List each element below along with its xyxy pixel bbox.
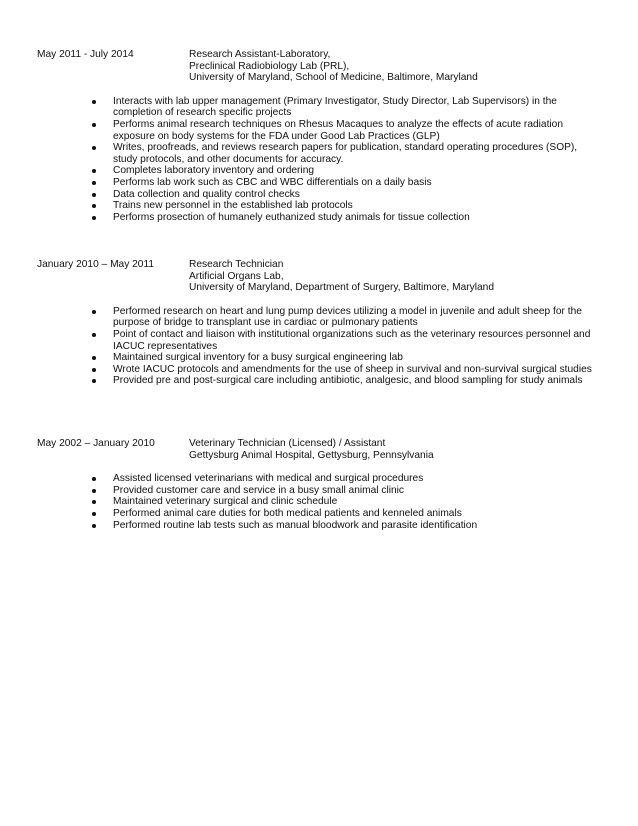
experience-entry: [37, 438, 617, 531]
duty-item: [90, 119, 602, 142]
bullet-icon: [92, 193, 96, 197]
duty-item: [90, 189, 602, 201]
bullet-icon: [92, 368, 96, 372]
entry-header: [37, 259, 617, 294]
bullet-icon: [92, 100, 96, 104]
bullet-icon: [92, 146, 96, 150]
bullet-icon: [92, 477, 96, 481]
duty-text: Provided pre and post-surgical care including antibiotic, analgesic, and blood sampling for study animals: [113, 375, 583, 387]
duties-list: [90, 96, 602, 224]
duty-item: [90, 329, 602, 352]
duty-text: Wrote IACUC protocols and amendments for the use of sheep in survival and non-survival surgical studies: [113, 363, 592, 375]
role-line: Preclinical Radiobiology Lab (PRL),: [189, 60, 350, 72]
duty-item: [90, 177, 602, 189]
role-line: University of Maryland, School of Medicine, Baltimore, Maryland: [189, 72, 478, 84]
bullet-icon: [92, 489, 96, 493]
bullet-icon: [92, 216, 96, 220]
bullet-icon: [92, 356, 96, 360]
duty-text: Performed routine lab tests such as manual bloodwork and parasite identification: [113, 519, 478, 531]
duty-item: [90, 96, 602, 119]
role-line: Veterinary Technician (Licensed) / Assistant: [189, 438, 386, 449]
experience-entry: [37, 259, 617, 387]
duty-text: Performs animal research techniques on Rhesus Macaques to analyze the effects of acute radiation exposure on body systems for the FDA under Good Lab Practices (GLP): [113, 118, 564, 142]
duties-list: [90, 306, 602, 387]
bullet-icon: [92, 524, 96, 528]
duty-item: [90, 306, 602, 329]
role-line: Research Assistant-Laboratory,: [189, 49, 331, 60]
duty-text: Maintained surgical inventory for a busy surgical engineering lab: [113, 352, 403, 364]
bullet-icon: [92, 181, 96, 185]
duty-text: Interacts with lab upper management (Primary Investigator, Study Director, Lab Supervisors) in the completion of research specific projects: [113, 95, 557, 119]
entry-role: [189, 49, 617, 84]
role-line: Artificial Organs Lab,: [189, 270, 284, 282]
entry-dates: January 2010 – May 2011: [37, 259, 155, 270]
duty-item: [90, 165, 602, 177]
duty-item: [90, 142, 602, 165]
duty-item: [90, 485, 602, 497]
role-line: Research Technician: [189, 259, 284, 270]
duty-item: [90, 200, 602, 212]
duty-text: Performs prosection of humanely euthanized study animals for tissue collection: [113, 211, 470, 223]
duty-text: Point of contact and liaison with institutional organizations such as the veterinary resources personnel and IACUC representatives: [113, 328, 591, 352]
duty-text: Data collection and quality control checks: [113, 188, 300, 200]
duty-text: Completes laboratory inventory and ordering: [113, 165, 315, 177]
duty-text: Provided customer care and service in a busy small animal clinic: [113, 484, 405, 496]
duty-item: [90, 364, 602, 376]
duty-item: [90, 473, 602, 485]
experience-entry: [37, 49, 617, 223]
duty-text: Performs lab work such as CBC and WBC differentials on a daily basis: [113, 176, 432, 188]
duty-item: [90, 212, 602, 224]
bullet-icon: [92, 204, 96, 208]
duty-text: Maintained veterinary surgical and clinic schedule: [113, 496, 338, 508]
duty-item: [90, 375, 602, 387]
duty-item: [90, 352, 602, 364]
duty-item: [90, 496, 602, 508]
duty-text: Writes, proofreads, and reviews research papers for publication, standard operating procedures (SOP), study protocols, and other documents for accuracy.: [113, 142, 578, 165]
bullet-icon: [92, 500, 96, 504]
entry-dates: May 2011 - July 2014: [37, 49, 134, 60]
role-line: University of Maryland, Department of Surgery, Baltimore, Maryland: [189, 282, 494, 294]
entry-role: [189, 438, 617, 461]
duty-item: [90, 508, 602, 520]
entry-header: [37, 49, 617, 84]
bullet-icon: [92, 379, 96, 383]
duty-item: [90, 520, 602, 532]
bullet-icon: [92, 512, 96, 516]
duty-text: Trains new personnel in the established lab protocols: [113, 200, 353, 212]
duty-text: Performed research on heart and lung pump devices utilizing a model in juvenile and adult sheep for the purpose of bridge to transplant use in cardiac or pulmonary patients: [113, 305, 582, 329]
bullet-icon: [92, 123, 96, 127]
duty-text: Assisted licensed veterinarians with medical and surgical procedures: [113, 473, 424, 485]
entry-header: [37, 438, 617, 461]
duties-list: [90, 473, 602, 531]
bullet-icon: [92, 169, 96, 173]
role-line: Gettysburg Animal Hospital, Gettysburg, Pennsylvania: [189, 449, 434, 461]
entry-role: [189, 259, 617, 294]
bullet-icon: [92, 333, 96, 337]
entry-dates: May 2002 – January 2010: [37, 438, 155, 449]
duty-text: Performed animal care duties for both medical patients and kenneled animals: [113, 507, 462, 519]
bullet-icon: [92, 310, 96, 314]
